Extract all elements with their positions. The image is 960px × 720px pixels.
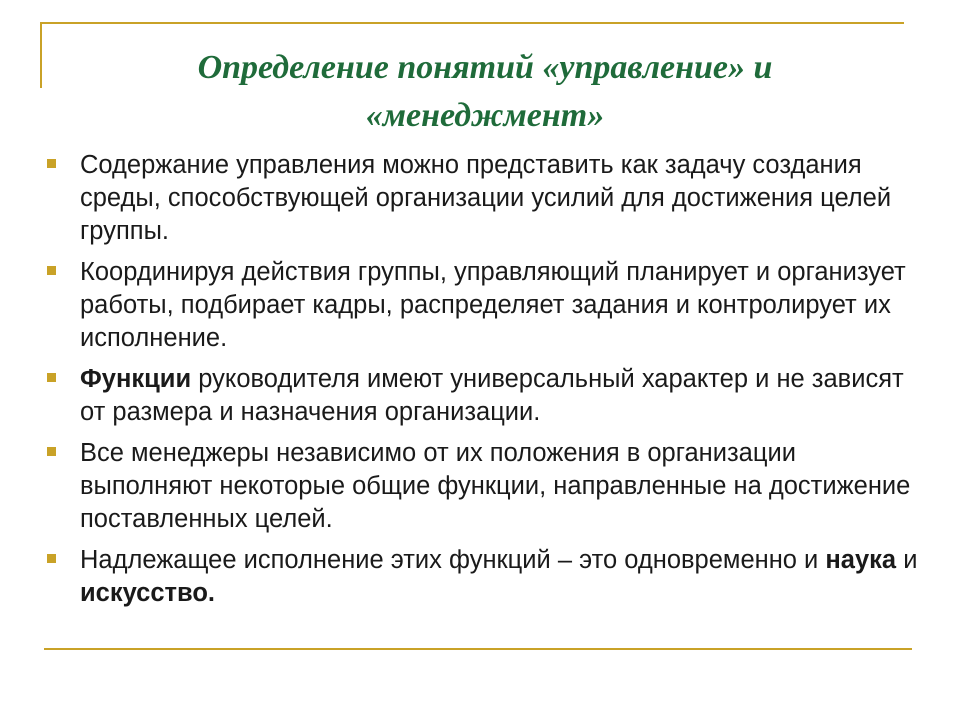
bullet-bold-term: наука xyxy=(825,546,897,574)
bullet-item xyxy=(40,544,920,610)
slide-title-line-1: Определение понятий «управление» и xyxy=(197,49,773,86)
bullet-text: Координируя действия группы, управляющий планирует и организует работы, подбирает кадры, распределяет задания и контролирует их исполнение. xyxy=(80,258,906,352)
bullet-item xyxy=(40,363,920,429)
bullet-list xyxy=(40,149,920,618)
bullet-item xyxy=(40,256,920,355)
bullet-text: руководителя имеют универсальный характер и не зависят от размера и назначения организации. xyxy=(80,365,904,426)
square-bullet-icon xyxy=(47,447,56,456)
frame-top-line xyxy=(40,22,904,24)
slide-title xyxy=(80,44,890,140)
bullet-text: Содержание управления можно представить как задачу создания среды, способствующей организации усилий для достижения целей группы. xyxy=(80,151,892,245)
slide-title-line-2: «менеджмент» xyxy=(365,97,605,134)
bullet-item xyxy=(40,149,920,248)
square-bullet-icon xyxy=(47,159,56,168)
square-bullet-icon xyxy=(47,266,56,275)
bullet-item xyxy=(40,437,920,536)
frame-bottom-line xyxy=(44,648,912,650)
square-bullet-icon xyxy=(47,554,56,563)
square-bullet-icon xyxy=(47,373,56,382)
bullet-text: Надлежащее исполнение этих функций – это одновременно и xyxy=(80,546,826,574)
frame-left-line xyxy=(40,22,42,88)
bullet-text: и xyxy=(896,546,918,574)
bullet-bold-term: Функции xyxy=(80,365,192,393)
bullet-text: Все менеджеры независимо от их положения в организации выполняют некоторые общие функции, направленные на достижение поставленных целей. xyxy=(80,439,911,533)
bullet-bold-term: искусство. xyxy=(80,579,216,607)
